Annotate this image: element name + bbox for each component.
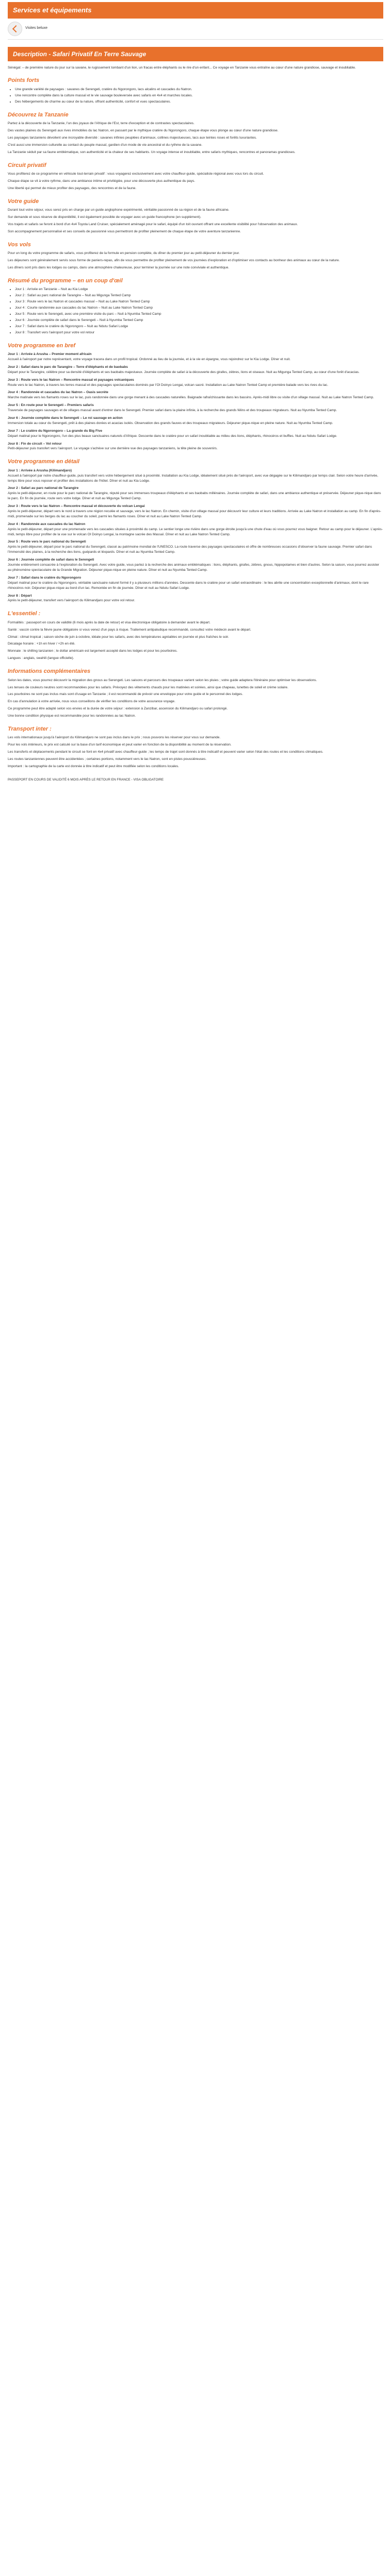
day-block <box>8 522 383 537</box>
paragraph: Vous profiterez de ce programme en véhicule tout-terrain privatif : vous voyagerez exclusivement avec votre chauffeur-guide, spécialiste régional avec vous lors du circuit. <box>8 172 264 176</box>
day-block <box>8 557 383 573</box>
points-list <box>8 87 383 105</box>
vols-title: Vos vols <box>8 241 31 248</box>
day-text: Traversée de paysages sauvages et de villages massaï avant d'entrer dans le Serengeti. Premier safari dans la plaine infinie, à la recherche des grands félins et des troupeaux migrateurs. Nuit au Nyumba Tented Camp. <box>8 409 337 413</box>
day-title: Jour 7 : Le cratère du Ngorongoro – La grande du Big Five <box>8 429 103 433</box>
day-block <box>8 504 383 519</box>
paragraph: Pour les vols intérieurs, le prix est calculé sur la base d'un tarif économique et peut varier en fonction de la disponibilité au moment de la réservation. <box>8 743 232 747</box>
paragraph: Des vastes plaines du Serengeti aux rives immobiles du lac Natron, en passant par le mythique cratère du Ngorongoro, chaque étape vous plonge au cœur d'une nature grandiose. <box>8 128 279 132</box>
list-item: • Jour 3 : Route vers le lac Natron et cascades massaï – Nuit au Lake Natron Tented Camp <box>15 299 383 304</box>
guide-title: Votre guide <box>8 198 39 205</box>
decouvrez-title: Découvrez la Tanzanie <box>8 111 69 118</box>
paragraph: Une bonne condition physique est recommandée pour les randonnées au lac Natron. <box>8 714 136 718</box>
day-block <box>8 390 383 400</box>
paragraph: Une liberté qui permet de mieux profiter des paysages, des rencontres et de la faune. <box>8 186 137 190</box>
day-text: Route vers le lac Natron, à travers les terres massaï et des paysages spectaculaires dominés par l'Ol Doinyo Lengai, volcan sacré. Installation au Lake Natron Tented Camp et première balade vers les rives du lac. <box>8 383 329 387</box>
essential-item: Santé : vaccin contre la fièvre jaune obligatoire si vous venez d'un pays à risque. Traitement antipaludique recommandé, consultez votre médecin avant le départ. <box>8 628 251 632</box>
footer-note: PASSEPORT EN COURS DE VALIDITÉ 6 MOIS APRÈS LE RETOUR EN FRANCE - VISA OBLIGATOIRE <box>8 777 164 782</box>
day-block <box>8 365 383 375</box>
page <box>0 2 391 783</box>
list-item: • Des hébergements de charme au cœur de la nature, offrant authenticité, confort et vues spectaculaires. <box>15 99 383 105</box>
day-title: Jour 2 : Safari dans le parc de Tarangire – Terre d'éléphants et de baobabs <box>8 365 128 369</box>
day-block <box>8 378 383 388</box>
list-item: • Jour 6 : Journée complète de safari dans le Serengeti – Nuit à Nyumba Tented Camp <box>15 318 383 323</box>
day-block <box>8 539 383 555</box>
list-item: • Jour 4 : Courte randonnée aux cascades du lac Natron – Nuit au Lake Natron Tented Camp <box>15 306 383 311</box>
list-item: • Une rencontre complète dans la culture massaï et le vie sauvage bouleversée avec safaris en 4x4 et marches locales. <box>15 93 383 98</box>
paragraph: Chaque étape se vit à votre rythme, dans une ambiance intime et privilégiée, pour une découverte plus authentique du pays. <box>8 179 196 183</box>
infos-title: Informations complémentaires <box>8 668 91 675</box>
paragraph: Ce programme peut être adapté selon vos envies et la durée de votre séjour : extension à Zanzibar, ascension du Kilimandjaro ou safari prolongé. <box>8 707 228 711</box>
day-block <box>8 416 383 426</box>
day-text: Immersion totale au cœur du Serengeti, prêt à des plaines dorées et acacias isolés. Observation des grands fauves et des troupeaux migrateurs. Déjeuner pique-nique en pleine nature. Nuit au Nyumba Tented Camp. <box>8 421 333 425</box>
day-text: Accueil à l'aéroport par notre représentant, votre voyage tracera dans un profil tropical. Ordonné au lieu de la journée, et à la vie en épargne, vous rejoindrez sur le Kia Lodge. Dîner et nuit. <box>8 357 291 361</box>
resume-list <box>8 287 383 335</box>
day-block <box>8 429 383 439</box>
day-block <box>8 594 383 604</box>
paragraph: Important : la cartographie de la carte est donnée à titre indicatif et peut être modifiée selon les conditions locales. <box>8 765 180 769</box>
day-title: Jour 7 : Safari dans le cratère du Ngorongoro <box>8 575 82 580</box>
paragraph: Les paysages tanzaniens dévoilent une incroyable diversité : savanes infinies peuplées d'animaux, collines majestueuses, lacs aux teintes roses et forêts luxuriantes. <box>8 135 257 140</box>
back-link[interactable] <box>8 22 383 36</box>
essentiel-title: L'essentiel : <box>8 611 41 617</box>
paragraph: Pour un long du votre programme de safaris, vous profiterez de la formule en pension complète, du dîner du premier jour au petit-déjeuner du dernier jour. <box>8 251 240 256</box>
paragraph: En cas d'annulation à votre arrivée, nous vous conseillons de vérifier les conditions de votre assurance voyage. <box>8 700 175 704</box>
day-text: Après le petit-déjeuner, départ vers le nord à travers une région reculée et sauvage, vers le lac Natron. En chemin, visite d'un village massaï pour découvrir leur culture et leurs traditions. Arrivée au Lake Natron et installation au camp. En fin d'après-midi, promenade sur les berges du lac au coucher du soleil, parmi les flamants roses. Dîner et nuit au Lake Natron Tented Camp. <box>8 510 381 518</box>
paragraph: Les déjeuners sont généralement servis sous forme de paniers-repas, afin de vous permettre de profiter pleinement de vos journées d'exploration et d'optimiser vos contacts au bonheur des animaux au cœur de la nature. <box>8 259 340 263</box>
list-item: • Jour 8 : Transfert vers l'aéroport pour votre vol retour <box>15 330 383 335</box>
paragraph: Partez à la découverte de la Tanzanie, l'un des joyaux de l'Afrique de l'Est, terre d'exception et de contrastes spectaculaires. <box>8 122 194 126</box>
day-block <box>8 468 383 484</box>
paragraph: La Tanzanie séduit par sa faune emblématique, son authenticité et la chaleur de ses habitants. Un voyage intense et inoubliable, entre safaris mythiques, rencontres et panoramas grandioses. <box>8 150 296 154</box>
essential-item: Climat : climat tropical ; saison sèche de juin à octobre, idéale pour les safaris, avec des températures agréables en journée et plus fraîches le soir. <box>8 635 229 639</box>
day-text: Marche matinale vers les flamants roses sur le lac, puis randonnée dans une gorge menant à des cascades naturelles. Baignade rafraîchissante dans les bassins. Après-midi libre ou visite d'un village massaï. Nuit au Lake Natron Tented Camp. <box>8 396 374 400</box>
day-block <box>8 352 383 362</box>
day-title: Jour 8 : Départ <box>8 594 32 598</box>
paragraph: Vos trajets et safaris se feront à bord d'un 4x4 Toyota Land Cruiser, spécialement aménagé pour le safari, équipé d'un toit ouvrant offrant une excellente visibilité pour l'observation des animaux. <box>8 222 298 226</box>
chevron-left-icon[interactable] <box>8 22 22 36</box>
day-title: Jour 6 : Journée complète dans le Serengeti – Le roi sauvage en action <box>8 416 123 420</box>
paragraph: Son accompagnement personnalisé et ses conseils de passionné vous permettront de profiter pleinement de chaque étape de votre aventure tanzanienne. <box>8 229 241 233</box>
essential-item: Décalage horaire : +1h en hiver / +2h en été. <box>8 642 75 646</box>
day-text: Accueil à l'aéroport par notre chauffeur-guide, puis transfert vers votre hébergement situé à proximité. Installation au Kia Lodge, idéalement situé près de l'aéroport, avec vue dégagée sur le Kilimandjaro par temps clair. Selon votre heure d'arrivée, temps libre pour vous reposer et profiter des installations de l'hôtel. Dîner et nuit au Kia Lodge. <box>8 473 379 483</box>
day-block <box>8 403 383 413</box>
day-title: Jour 2 : Safari au parc national de Tarangire <box>8 486 79 490</box>
day-block <box>8 442 383 452</box>
day-title: Jour 8 : Fin de circuit – Vol retour <box>8 442 62 446</box>
resume-title: Résumé du programme – en un coup d'œil <box>8 277 123 284</box>
day-text: Après le petit-déjeuner, départ pour le parc national du Serengeti, classé au patrimoine mondial de l'UNESCO. La route traverse des paysages spectaculaires et offre de nombreuses occasions d'observer la faune sauvage. Premier safari dans l'immensité des plaines, à la recherche des lions, guépards et léopards. Dîner et nuit au Nyumba Tented Camp. <box>8 545 372 554</box>
day-title: Jour 1 : Arrivée à Arusha – Premier moment africain <box>8 352 92 357</box>
essential-item: Langues : anglais, swahili (langue officielle). <box>8 656 74 660</box>
paragraph: Sur demande et sous réserve de disponibilité, il est également possible de voyager avec un guide francophone (en supplément). <box>8 215 201 219</box>
essential-item: Monnaie : le shilling tanzanien ; le dollar américain est largement accepté dans les lodges et pour les pourboires. <box>8 649 178 653</box>
day-text: Après le petit-déjeuner, départ pour une promenade vers les cascades situées à proximité du camp. Le sentier longe une rivière dans une gorge étroite jusqu'à une chute d'eau où vous pourrez vous baigner. Retour au camp pour le déjeuner. L'après-midi, temps libre pour profiter de la vue sur le volcan Ol Doinyo Lengai, la montagne sacrée des Massaï. Dîner et nuit au Lake Natron Tented Camp. <box>8 527 383 536</box>
day-text: Après le petit-déjeuner, transfert vers l'aéroport du Kilimandjaro pour votre vol retour. <box>8 599 135 603</box>
paragraph: Les transferts et déplacements pendant le circuit se font en 4x4 privatif avec chauffeur-guide ; les temps de trajet sont donnés à titre indicatif et peuvent varier selon l'état des routes et les conditions climatiques. <box>8 750 323 754</box>
day-title: Jour 3 : Route vers le lac Natron – Rencontre massaï et paysages volcaniques <box>8 378 134 382</box>
description-title: Description - Safari Privatif En Terre Sauvage <box>8 47 383 61</box>
day-title: Jour 1 : Arrivée à Arusha (Kilimandjaro) <box>8 468 72 472</box>
services-banner: Services et équipements <box>8 2 383 19</box>
paragraph: Les tenues de couleurs neutres sont recommandées pour les safaris. Prévoyez des vêtements chauds pour les matinées et soirées, ainsi que chapeau, lunettes de soleil et crème solaire. <box>8 685 288 689</box>
paragraph: Les vols internationaux jusqu'à l'aéroport du Kilimandjaro ne sont pas inclus dans le prix ; nous pouvons les réserver pour vous sur demande. <box>8 736 221 740</box>
essential-item: Formalités : passeport en cours de validité (6 mois après la date de retour) et visa électronique obligatoire à demander avant le départ. <box>8 620 210 624</box>
circuit-title: Circuit privatif <box>8 162 46 168</box>
list-item: • Jour 7 : Safari dans le cratère du Ngorongoro – Nuit au Ndutu Safari Lodge <box>15 324 383 329</box>
day-title: Jour 5 : En route pour le Serengeti – Premiers safaris <box>8 403 94 408</box>
points-title: Points forts <box>8 77 40 84</box>
back-link-label[interactable]: Visites beluxe <box>25 26 48 30</box>
day-text: Départ matinal pour le cratère du Ngorongoro, véritable sanctuaire naturel formé il y a plusieurs millions d'années. Descente dans le cratère pour un safari extraordinaire : le lieu abrite une concentration exceptionnelle d'animaux, dont le rare rhinocéros noir. Déjeuner pique-nique au bord d'un lac. Remontée en fin de journée. Dîner et nuit au Ndutu Safari Lodge. <box>8 581 369 590</box>
day-block <box>8 486 383 501</box>
day-text: Après le petit-déjeuner, en route pour le parc national de Tarangire, réputé pour ses immenses troupeaux d'éléphants et ses baobabs millénaires. Journée complète de safari, dans une ambiance authentique et préservée. Déjeuner pique-nique dans le parc. En fin de journée, route vers votre lodge. Dîner et nuit au Migunga Tented Camp. <box>8 492 381 501</box>
day-text: Journée entièrement consacrée à l'exploration du Serengeti. Avec votre guide, vous partez à la recherche des animaux emblématiques : lions, éléphants, girafes, zèbres, gnous, hippopotames et bien d'autres. Selon la saison, vous pourrez assister au phénomène spectaculaire de la Grande Migration. Déjeuner pique-nique en pleine nature. Dîner et nuit au Nyumba Tented Camp. <box>8 563 380 572</box>
day-title: Jour 4 : Randonnée aux cascades du lac Natron <box>8 522 86 526</box>
paragraph: C'est aussi une immersion culturelle au contact du peuple massaï, gardien d'un mode de vie ancestral et du rythme de la savane. <box>8 143 203 147</box>
day-text: Départ matinal pour le Ngorongoro, l'un des plus beaux sanctuaires naturels d'Afrique. Descente dans le cratère pour un safari inoubliable au milieu des lions, éléphants, rhinocéros et buffles. Nuit au Ndutu Safari Lodge. <box>8 434 337 438</box>
list-item: • Jour 2 : Safari au parc national de Tarangire – Nuit au Migunga Tented Camp <box>15 293 383 298</box>
day-text: Petit-déjeuner puis transfert vers l'aéroport. Le voyage s'achève sur une dernière vue des paysages tanzaniens, la tête pleine de souvenirs. <box>8 447 218 451</box>
paragraph: Les pourboires ne sont pas inclus mais sont d'usage en Tanzanie ; il est recommandé de prévoir une enveloppe pour votre guide et le personnel des lodges. <box>8 692 243 697</box>
paragraph: Les routes tanzaniennes peuvent être accidentées ; certaines portions, notamment vers le lac Natron, sont en pistes poussiéreuses. <box>8 757 207 761</box>
paragraph: Durant tout votre séjour, vous serez pris en charge par un guide anglophone expérimenté, véritable passionné de sa région et de la faune africaine. <box>8 208 230 212</box>
list-item: • Une grande variété de paysages : savanes de Serengeti, cratère du Ngorongoro, lacs alcalins et cascades du Natron. <box>15 87 383 92</box>
day-block <box>8 575 383 591</box>
paragraph: Les dîners sont pris dans les lodges ou camps, dans une atmosphère chaleureuse, pour terminer la journée sur une note conviviale et authentique. <box>8 266 230 270</box>
day-text: Départ pour le Tarangire, célèbre pour sa densité d'éléphants et ses baobabs majestueux. Journée complète de safari à la découverte des girafes, zèbres, lions et oiseaux. Nuit au Migunga Tented Camp, au cœur d'une forêt d'acacias. <box>8 370 360 374</box>
transport-title: Transport inter : <box>8 725 52 732</box>
programme-detail-title: Votre programme en détail <box>8 459 79 465</box>
day-title: Jour 6 : Journée complète de safari dans le Serengeti <box>8 558 94 562</box>
day-title: Jour 4 : Randonnée et cascades du lac Natron – Oasis secrète <box>8 391 108 395</box>
day-title: Jour 5 : Route vers le parc national du Serengeti <box>8 540 86 544</box>
divider <box>8 39 383 40</box>
paragraph: Selon les dates, vous pourrez découvrir la migration des gnous au Serengeti. Les saisons et parcours des troupeaux varient selon les pluies ; votre guide adaptera l'itinéraire pour optimiser les observations. <box>8 678 317 682</box>
list-item: • Jour 1 : Arrivée en Tanzanie – Nuit au Kia Lodge <box>15 287 383 292</box>
programme-title: Votre programme en bref <box>8 342 76 349</box>
list-item: • Jour 5 : Route vers le Serengeti, avec une première visite du parc – Nuit à Nyumba Tented Camp <box>15 312 383 317</box>
intro-text: Sénégal: – de première nature du jour sur la savane, le rugissement tombant d'un lion, un fracas entre éléphants ou le rire d'un enfant... Ce voyage en Tanzanie vous entraîne au cœur d'une nature grandiose, sauvage et inoubliable. <box>8 65 356 70</box>
day-title: Jour 3 : Route vers le lac Natron – Rencontre massaï et découverte du volcan Lengai <box>8 504 145 509</box>
